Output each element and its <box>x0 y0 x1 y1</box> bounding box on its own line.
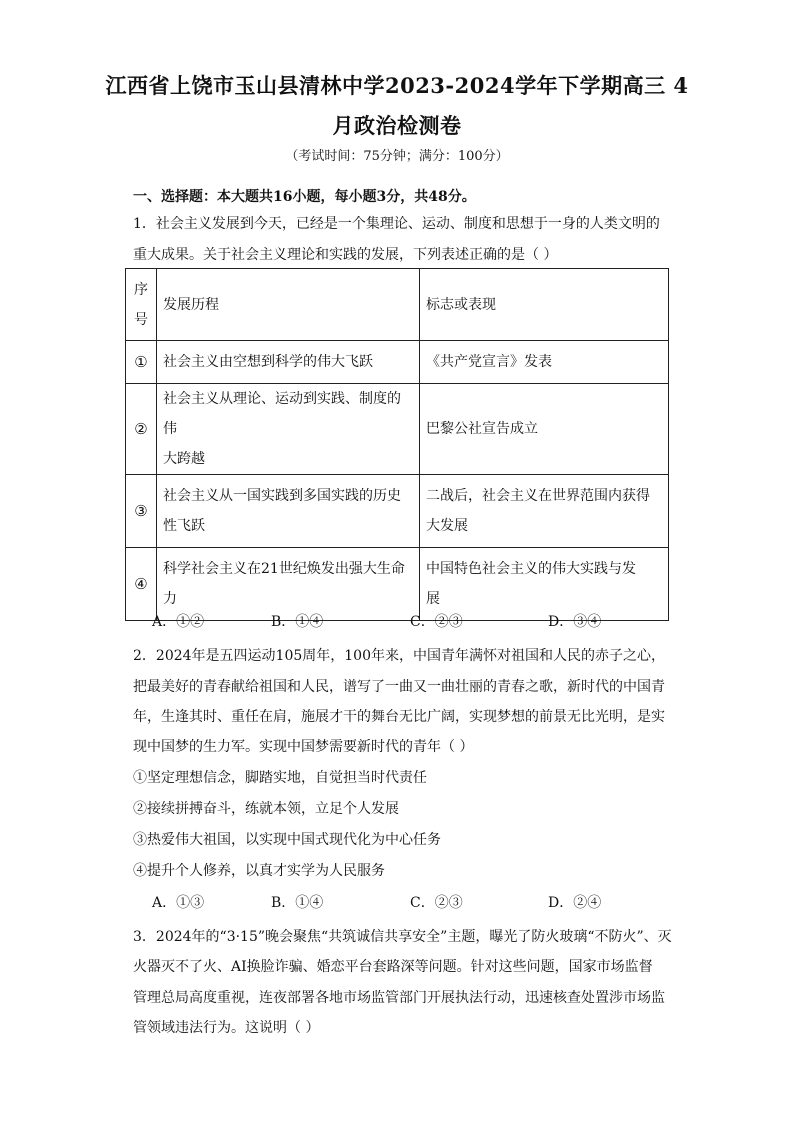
row-sign <box>420 341 669 384</box>
row-process <box>157 384 420 475</box>
q1-stem-line2: 重大成果。关于社会主义理论和实践的发展，下列表述正确的是（ ） <box>133 247 558 263</box>
exam-title-line1: 江西省上饶市玉山县清林中学2023-2024学年下学期高三 4 <box>105 73 689 98</box>
row-sign-line: 二战后，社会主义在世界范围内获得 <box>426 488 650 504</box>
header-num-b: 号 <box>134 311 148 328</box>
q1-option-b[interactable]: B．①④ <box>271 614 324 630</box>
table-row <box>126 341 669 384</box>
row-process <box>157 548 420 621</box>
table-header-num <box>126 269 157 341</box>
row-sign <box>420 475 669 548</box>
q2-stem-line: 2．2024年是五四运动105周年，100年来，中国青年满怀对祖国和人民的赤子之心， <box>133 648 665 664</box>
q2-option-b[interactable]: B．①④ <box>271 895 324 911</box>
q3-stem-line: 3．2024年的“3·15”晚会聚焦“共筑诚信共享安全”主题，曝光了防火玻璃“不防火”、灭 <box>133 929 672 945</box>
q2-item: ③热爱伟大祖国，以实现中国式现代化为中心任务 <box>133 832 441 848</box>
table-header-sign: 标志或表现 <box>420 269 669 341</box>
row-number: ③ <box>126 475 157 548</box>
q2-stem-line: 把最美好的青春献给祖国和人民，谱写了一曲又一曲壮丽的青春之歌，新时代的中国青 <box>133 679 665 695</box>
row-sign-line: 展 <box>426 591 440 607</box>
row-sign-line: 巴黎公社宣告成立 <box>426 421 538 437</box>
q2-option-d[interactable]: D．②④ <box>548 895 602 911</box>
q1-stem-line1: 1．社会主义发展到今天，已经是一个集理论、运动、制度和思想于一身的人类文明的 <box>133 216 660 232</box>
q1-option-c[interactable]: C．②③ <box>410 614 463 630</box>
header-num-a: 序 <box>134 281 148 298</box>
row-sign-line: 大发展 <box>426 518 468 534</box>
row-sign-line: 《共产党宣言》发表 <box>426 354 552 370</box>
q2-item: ①坚定理想信念，脚踏实地，自觉担当时代责任 <box>133 770 427 786</box>
table-header-row <box>126 269 669 341</box>
q2-stem-line: 现中国梦的生力军。实现中国梦需要新时代的青年（ ） <box>133 739 474 755</box>
q2-item: ④提升个人修养，以真才实学为人民服务 <box>133 863 385 879</box>
table-row <box>126 475 669 548</box>
row-process-line: 性飞跃 <box>163 518 205 534</box>
row-number: ② <box>126 384 157 475</box>
table-row <box>126 384 669 475</box>
q3-stem-line: 火器灭不了火、AI换脸诈骗、婚恋平台套路深等问题。针对这些问题，国家市场监督 <box>133 959 653 975</box>
q3-stem-line: 管理总局高度重视，连夜部署各地市场监管部门开展执法行动，迅速核查处置涉市场监 <box>133 990 665 1006</box>
row-number: ① <box>126 341 157 384</box>
row-process <box>157 341 420 384</box>
table-header-process: 发展历程 <box>157 269 420 341</box>
q2-item: ②接续拼搏奋斗，练就本领，立足个人发展 <box>133 801 399 817</box>
q2-option-c[interactable]: C．②③ <box>410 895 463 911</box>
row-process-line: 社会主义从一国实践到多国实践的历史 <box>163 488 401 504</box>
table-row <box>126 548 669 621</box>
row-process <box>157 475 420 548</box>
q1-option-a[interactable]: A．①② <box>152 614 205 630</box>
q1-table <box>125 268 669 621</box>
q2-stem-line: 年，生逢其时、重任在肩，施展才干的舞台无比广阔，实现梦想的前景无比光明，是实 <box>133 709 665 725</box>
section-heading: 一、选择题：本大题共16小题，每小题3分，共48分。 <box>133 189 476 205</box>
exam-title-line2: 月政治检测卷 <box>332 113 462 138</box>
row-process-line: 社会主义由空想到科学的伟大飞跃 <box>163 354 373 370</box>
row-process-line: 社会主义从理论、运动到实践、制度的伟 <box>163 391 401 437</box>
exam-subtitle: （考试时间：75分钟；满分：100分） <box>285 149 509 164</box>
row-sign <box>420 548 669 621</box>
row-process-line: 科学社会主义在21世纪焕发出强大生命 <box>163 561 405 577</box>
row-process-line: 大跨越 <box>163 451 205 467</box>
q2-option-a[interactable]: A．①③ <box>152 895 205 911</box>
q1-option-d[interactable]: D．③④ <box>548 614 602 630</box>
row-sign <box>420 384 669 475</box>
row-sign-line: 中国特色社会主义的伟大实践与发 <box>426 561 636 577</box>
row-number: ④ <box>126 548 157 621</box>
q3-stem-line: 管领域违法行为。这说明（ ） <box>133 1020 320 1036</box>
row-process-line: 力 <box>163 591 177 607</box>
